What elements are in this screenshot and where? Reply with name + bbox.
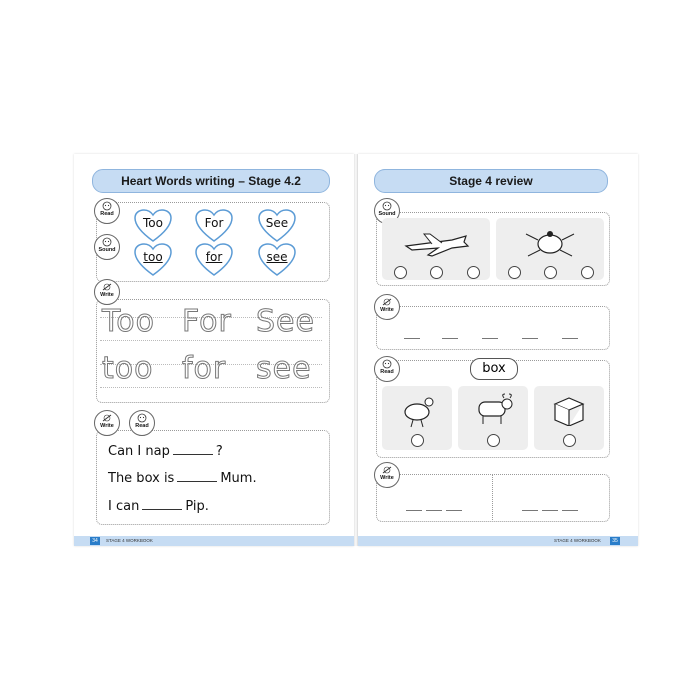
left-page-title: Heart Words writing – Stage 4.2 xyxy=(92,169,330,193)
yak-card xyxy=(458,386,528,450)
answer-circle[interactable] xyxy=(394,266,407,279)
write-line[interactable] xyxy=(522,510,538,511)
sentence-3: I can Pip. xyxy=(108,499,209,514)
left-footer xyxy=(74,536,354,546)
pencil-icon xyxy=(100,413,114,423)
heart-word-see-upper: See xyxy=(258,209,296,243)
write-line[interactable] xyxy=(562,338,578,339)
footer-label: STAGE 4 WORKBOOK xyxy=(106,538,153,543)
write-line[interactable] xyxy=(446,510,462,511)
read-badge-right: Read xyxy=(374,356,400,382)
read-badge-2: Read xyxy=(129,410,155,436)
write-line[interactable] xyxy=(482,338,498,339)
write-section xyxy=(376,306,610,350)
answer-circle[interactable] xyxy=(563,434,576,447)
sound-badge: Sound xyxy=(94,234,120,260)
heart-word-too-lower: too xyxy=(134,243,172,277)
write-badge: Write xyxy=(94,279,120,305)
page-number: 35 xyxy=(610,537,620,545)
box-card xyxy=(534,386,604,450)
footer-label: STAGE 4 WORKBOOK xyxy=(554,538,601,543)
face-icon xyxy=(380,359,394,369)
beetle-card xyxy=(496,218,604,280)
face-icon xyxy=(135,413,149,423)
write-line[interactable] xyxy=(406,510,422,511)
write-line[interactable] xyxy=(542,510,558,511)
right-footer xyxy=(358,536,638,546)
pencil-icon xyxy=(380,465,394,475)
blank-2[interactable] xyxy=(177,481,217,482)
jet-icon xyxy=(402,226,472,260)
jet-card xyxy=(382,218,490,280)
blank-3[interactable] xyxy=(142,509,182,510)
sound-badge-right: Sound xyxy=(374,198,400,224)
heart-word-for-lower: for xyxy=(195,243,233,277)
right-page-title: Stage 4 review xyxy=(374,169,608,193)
hen-icon xyxy=(397,392,437,428)
answer-circle[interactable] xyxy=(467,266,480,279)
sentence-2: The box is Mum. xyxy=(108,471,257,486)
answer-circle[interactable] xyxy=(430,266,443,279)
face-icon xyxy=(100,237,114,247)
pencil-icon xyxy=(380,297,394,307)
heart-word-too-upper: Too xyxy=(134,209,172,243)
page-number: 34 xyxy=(90,537,100,545)
face-icon xyxy=(380,201,394,211)
target-word: box xyxy=(470,358,518,380)
left-page xyxy=(74,154,354,546)
write-badge-right: Write xyxy=(374,294,400,320)
read-badge: Read xyxy=(94,198,120,224)
write-line[interactable] xyxy=(426,510,442,511)
beetle-icon xyxy=(520,226,580,260)
write-line[interactable] xyxy=(404,338,420,339)
heart-word-for-upper: For xyxy=(195,209,233,243)
sentence-1: Can I nap ? xyxy=(108,444,223,459)
blank-1[interactable] xyxy=(173,454,213,455)
write-badge-2: Write xyxy=(94,410,120,436)
trace-word-too-lower[interactable]: too xyxy=(102,351,154,386)
right-page xyxy=(358,154,638,546)
trace-word-see-lower[interactable]: see xyxy=(256,351,312,386)
workbook-spread xyxy=(74,154,638,546)
write-line[interactable] xyxy=(522,338,538,339)
answer-circle[interactable] xyxy=(581,266,594,279)
write-section-2 xyxy=(376,474,610,522)
trace-word-too-upper[interactable]: Too xyxy=(102,304,155,339)
answer-circle[interactable] xyxy=(544,266,557,279)
trace-word-for-upper[interactable]: For xyxy=(182,304,232,339)
trace-word-for-lower[interactable]: for xyxy=(182,351,227,386)
yak-icon xyxy=(471,392,515,428)
write-line[interactable] xyxy=(442,338,458,339)
answer-circle[interactable] xyxy=(487,434,500,447)
pencil-icon xyxy=(100,282,114,292)
trace-word-see-upper[interactable]: See xyxy=(256,304,315,339)
hen-card xyxy=(382,386,452,450)
write-line[interactable] xyxy=(562,510,578,511)
box-icon xyxy=(549,390,589,426)
answer-circle[interactable] xyxy=(411,434,424,447)
face-icon xyxy=(100,201,114,211)
write-badge-right-2: Write xyxy=(374,462,400,488)
answer-circle[interactable] xyxy=(508,266,521,279)
heart-word-see-lower: see xyxy=(258,243,296,277)
